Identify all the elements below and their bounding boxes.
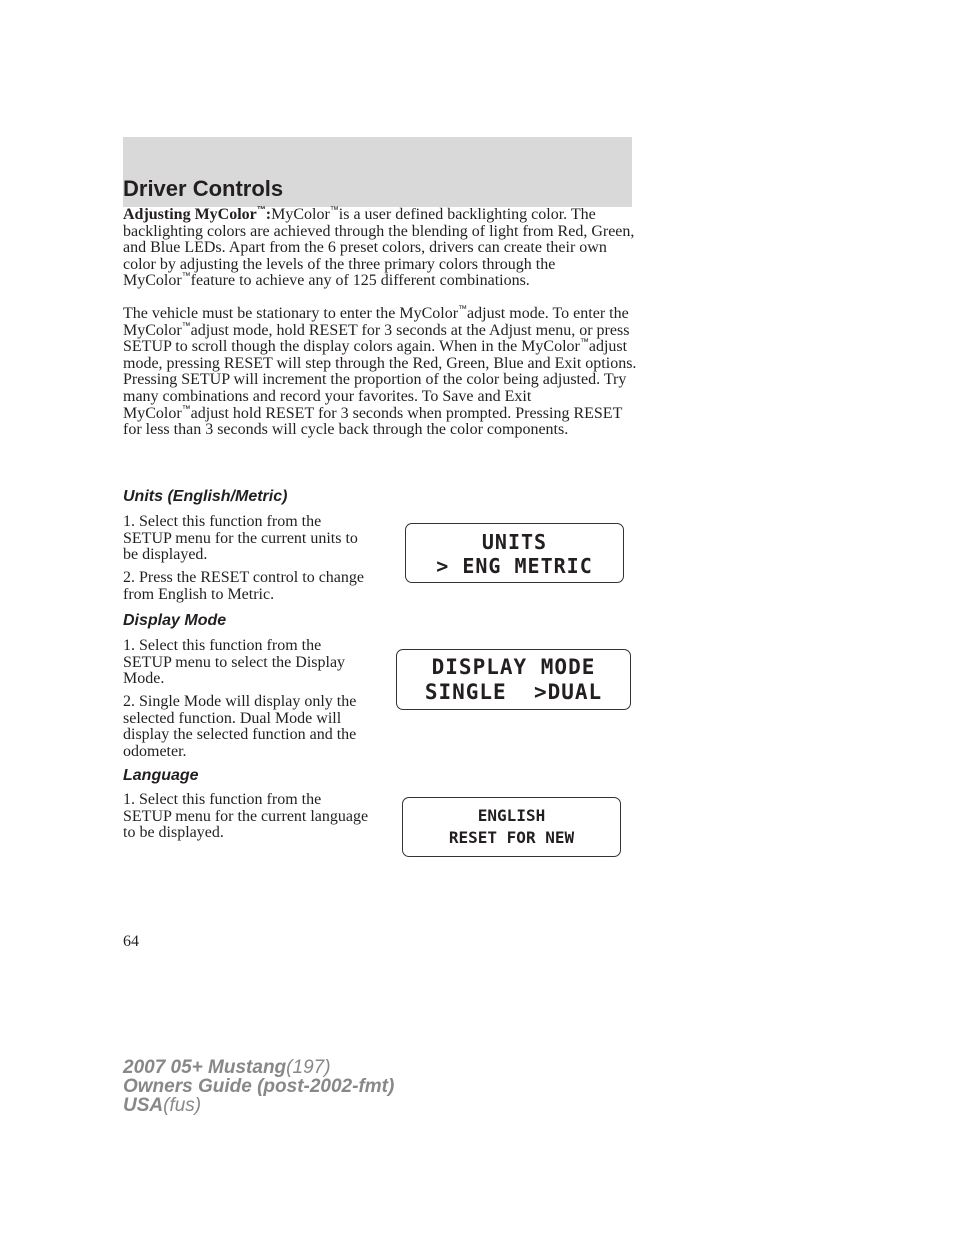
trademark-mark: ™ xyxy=(256,204,266,215)
display-mode-step-1: 1. Select this function from the SETUP menu to select the Display Mode. xyxy=(123,637,346,688)
display-mode-lcd-display xyxy=(396,649,631,710)
language-step-1: 1. Select this function from the SETUP menu for the current language to be displayed. xyxy=(123,791,369,842)
lcd-line-2: RESET FOR NEW xyxy=(448,828,575,847)
units-step-1: 1. Select this function from the SETUP menu for the current units to be displayed. xyxy=(123,513,358,564)
footer-line-1: 2007 05+ Mustang(197) xyxy=(123,1057,331,1078)
trademark-mark: ™ xyxy=(181,403,191,414)
page-number: 64 xyxy=(123,933,139,950)
trademark-mark: ™ xyxy=(181,320,191,331)
footer-line-3: USA(fus) xyxy=(123,1095,202,1116)
trademark-mark: ™ xyxy=(458,303,468,314)
display-mode-step-2: 2. Single Mode will display only the selected function. Dual Mode will display the selected function and the odometer. xyxy=(123,693,357,760)
lcd-line-1: DISPLAY MODE xyxy=(431,655,596,679)
footer-imprint xyxy=(123,1058,394,1115)
units-heading: Units (English/Metric) xyxy=(123,488,288,505)
mycolor-paragraph-1: Adjusting MyColor™:MyColor™is a user defined backlighting color. The backlighting colors are achieved through the blending of light from Red, Green, and Blue LEDs. Apart from the 6 preset colors, drivers can create their own color by adjusting the levels of the three primary colors through the MyColor™feature to achieve any of 125 different combinations. xyxy=(123,204,635,290)
lcd-line-1: UNITS xyxy=(481,530,548,554)
mycolor-paragraph-2: The vehicle must be stationary to enter the MyColor™adjust mode. To enter the MyColor™adjust mode, hold RESET for 3 seconds at the Adjust menu, or press SETUP to scroll though the display colors again. When in the MyColor™adjust mode, pressing RESET will step through the Red, Green, Blue and Exit options. Pressing SETUP will increment the proportion of the color being adjusted. Try many combinations and record your favorites. To Save and Exit MyColor™adjust hold RESET for 3 seconds when prompted. Pressing RESET for less than 3 seconds will cycle back through the color components. xyxy=(123,303,637,439)
lcd-line-1: ENGLISH xyxy=(477,806,546,825)
section-title: Driver Controls xyxy=(123,176,284,201)
language-lcd-display xyxy=(402,797,621,857)
trademark-mark: ™ xyxy=(579,336,589,347)
lcd-line-2: > ENG METRIC xyxy=(436,554,593,578)
language-heading: Language xyxy=(123,767,199,784)
footer-line-2: Owners Guide (post-2002-fmt) xyxy=(123,1076,395,1097)
lcd-line-2: SINGLE >DUAL xyxy=(424,680,603,704)
trademark-mark: ™ xyxy=(181,271,191,282)
units-lcd-display xyxy=(405,523,624,583)
display-mode-heading: Display Mode xyxy=(123,612,227,629)
units-step-2: 2. Press the RESET control to change from English to Metric. xyxy=(123,569,364,603)
trademark-mark: ™ xyxy=(329,204,339,215)
mycolor-lead: Adjusting MyColor™: xyxy=(123,204,272,223)
